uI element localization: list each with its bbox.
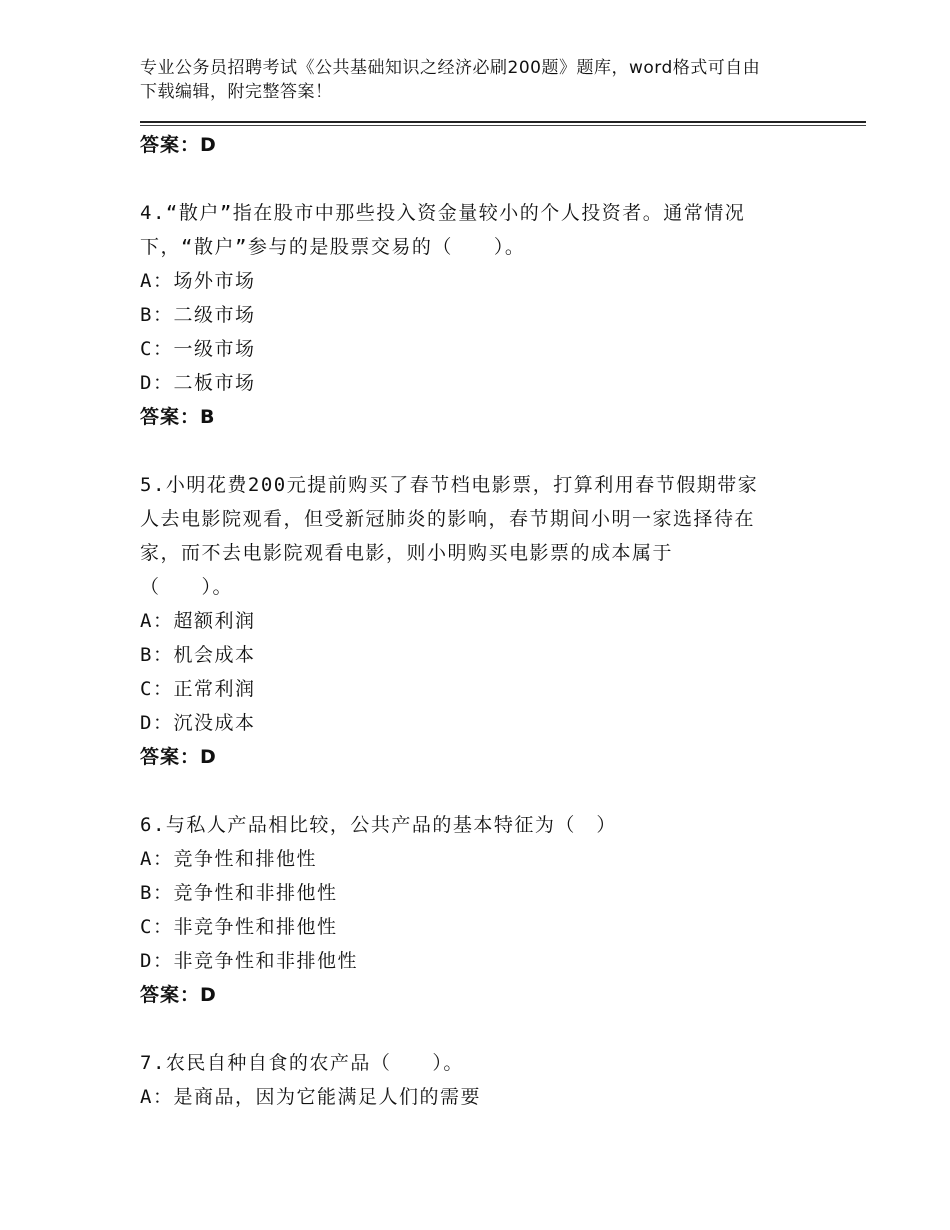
question-5-option-d: D：沉没成本	[140, 712, 256, 734]
previous-answer: 答案：D	[140, 134, 217, 156]
question-6-line-1: 6.与私人产品相比较，公共产品的基本特征为（ ）	[140, 814, 617, 836]
question-4-line-1: 4.“散户”指在股市中那些投入资金量较小的个人投资者。通常情况	[140, 202, 746, 224]
question-4-option-d: D：二板市场	[140, 372, 256, 394]
question-4-answer: 答案：B	[140, 406, 216, 428]
question-5-option-b: B：机会成本	[140, 644, 256, 666]
question-content	[140, 128, 840, 1114]
question-5-answer: 答案：D	[140, 746, 217, 768]
question-6	[140, 808, 840, 1012]
question-4-line-2: 下，“散户”参与的是股票交易的（ ）。	[140, 236, 526, 258]
header-divider	[140, 121, 866, 126]
question-6-option-c: C：非竞争性和排他性	[140, 916, 338, 938]
question-5-line-1: 5.小明花费200元提前购买了春节档电影票，打算利用春节假期带家	[140, 474, 759, 496]
question-7-line-1: 7.农民自种自食的农产品（ ）。	[140, 1052, 464, 1074]
question-5-line-3: 家，而不去电影院观看电影，则小明购买电影票的成本属于	[140, 542, 674, 564]
question-4-option-c: C：一级市场	[140, 338, 256, 360]
question-6-option-b: B：竞争性和非排他性	[140, 882, 338, 904]
question-6-option-a: A：竞争性和排他性	[140, 848, 317, 870]
question-5-option-a: A：超额利润	[140, 610, 256, 632]
question-7-option-a: A：是商品，因为它能满足人们的需要	[140, 1086, 481, 1108]
question-4	[140, 196, 840, 434]
question-5-option-c: C：正常利润	[140, 678, 256, 700]
question-6-answer: 答案：D	[140, 984, 217, 1006]
question-7	[140, 1046, 840, 1114]
question-5-line-4: （ ）。	[140, 576, 234, 598]
document-header	[140, 56, 830, 104]
question-6-option-d: D：非竞争性和非排他性	[140, 950, 358, 972]
header-line-2: 下载编辑，附完整答案！	[140, 82, 333, 102]
question-5	[140, 468, 840, 774]
question-4-option-b: B：二级市场	[140, 304, 256, 326]
question-5-line-2: 人去电影院观看，但受新冠肺炎的影响，春节期间小明一家选择待在	[140, 508, 756, 530]
question-4-option-a: A：场外市场	[140, 270, 256, 292]
header-line-1: 专业公务员招聘考试《公共基础知识之经济必刷200题》题库，word格式可自由	[140, 58, 761, 78]
